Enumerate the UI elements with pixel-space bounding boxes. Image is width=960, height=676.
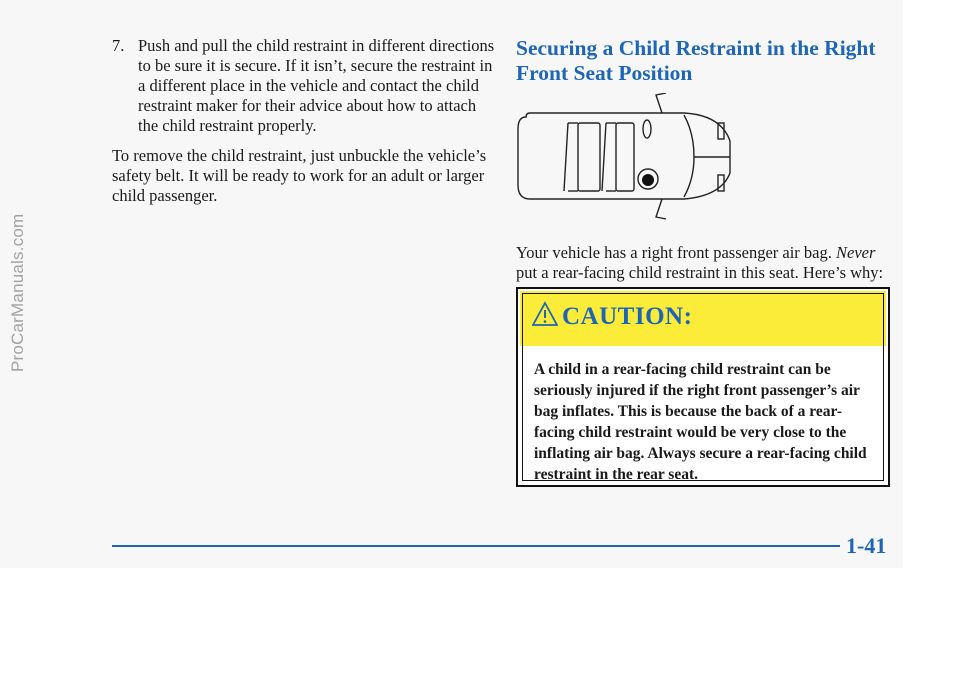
heading-line-2: Front Seat Position xyxy=(516,61,693,85)
body-text-never: Never xyxy=(836,243,876,262)
instruction-step xyxy=(112,36,497,136)
body-text-main: Your vehicle has a right front passenger air bag. xyxy=(516,243,836,262)
watermark: ProCarManuals.com xyxy=(8,213,27,372)
page-number: 1-41 xyxy=(846,533,887,558)
right-column xyxy=(516,36,890,483)
caution-title: CAUTION: xyxy=(562,303,693,330)
caution-box xyxy=(516,287,890,487)
remove-restraint-paragraph: To remove the child restraint, just unbuckle the vehicle’s safety belt. It will be ready to work for an adult or larger child passenger. xyxy=(112,146,487,205)
section-heading xyxy=(516,36,890,86)
airbag-warning-text xyxy=(516,243,890,283)
step-number: 7. xyxy=(112,36,125,55)
heading-line-1: Securing a Child Restraint in the Right xyxy=(516,36,876,60)
footer-rule xyxy=(112,545,840,547)
caution-text: A child in a rear-facing child restraint can be seriously injured if the right front passenger’s air bag inflates. This is because the back of a rear-facing child restraint would be very close to the inflating air bag. Always secure a rear-facing child restraint in the rear seat. xyxy=(534,361,867,483)
warning-triangle-icon xyxy=(532,301,558,327)
vehicle-seat-diagram xyxy=(516,93,736,253)
body-text-rest: put a rear-facing child restraint in this seat. Here’s why: xyxy=(516,263,884,282)
left-column xyxy=(112,36,497,206)
step-text: Push and pull the child restraint in different directions to be sure it is secure. If it isn’t, secure the restraint in a different place in the vehicle and contact the child restraint maker for their advice about how to attach the child restraint properly. xyxy=(138,36,495,135)
